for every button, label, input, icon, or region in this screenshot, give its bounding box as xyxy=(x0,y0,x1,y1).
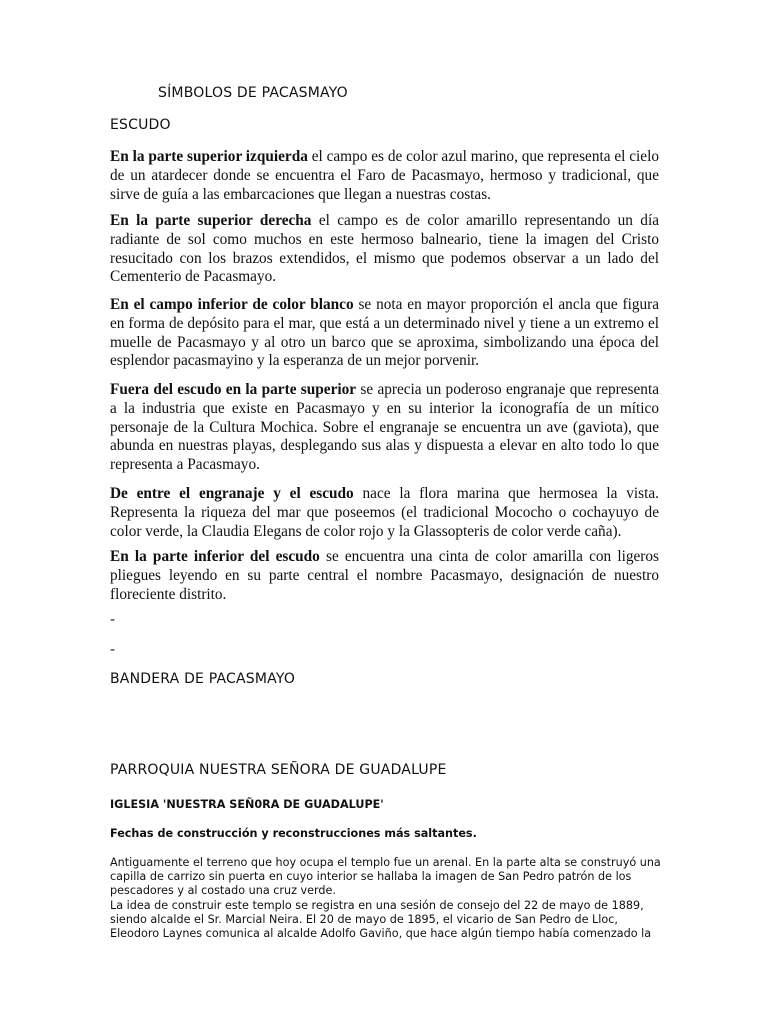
escudo-paragraph-6 xyxy=(110,548,659,604)
list-dash: - xyxy=(110,642,116,658)
escudo-paragraph-1 xyxy=(110,148,659,204)
paragraph-text: se aprecia un poderoso engranaje que representa a la industria que existe en Pacasmayo y en su interior la iconografía de un mítico personaje de la Cultura Mochica. Sobre el engranaje se encuentra un ave (gaviota), que abunda en nuestras playas, desplegando sus alas y dispuesta a elevar en alto todo lo que representa a Pacasmayo. xyxy=(110,381,659,474)
paragraph-lead: En la parte inferior del escudo xyxy=(110,548,320,565)
escudo-paragraph-2 xyxy=(110,212,659,287)
paragraph-text: el campo es de color azul marino, que representa el cielo de un atardecer donde se encuentra el Faro de Pacasmayo, hermoso y tradicional, que sirve de guía a las embarcaciones que llegan a nuestras costas. xyxy=(110,148,660,203)
paragraph-text: el campo es de color amarillo representando un día radiante de sol como muchos en este hermoso balneario, tiene la imagen del Cristo resucitado con los brazos extendidos, el mismo que podemos observar a un lado del Cementerio de Pacasmayo. xyxy=(110,212,659,286)
page-title: SÍMBOLOS DE PACASMAYO xyxy=(158,85,348,101)
parroquia-body: Antiguamente el terreno que hoy ocupa el templo fue un arenal. En la parte alta se construyó una capilla de carrizo sin puerta en cuyo interior se hallaba la imagen de San Pedro patrón de los pescadores y al costado una cruz verde. La idea de construir este templo se registra en una sesión de consejo del 22 de mayo de 1889, siendo alcalde el Sr. Marcial Neira. El 20 de mayo de 1895, el vicario de San Pedro de Lloc, Eleodoro Laynes comunica al alcalde Adolfo Gaviño, que hace algún tiempo había comenzado la xyxy=(110,856,661,941)
list-dash: - xyxy=(110,612,116,628)
paragraph-lead: En la parte superior derecha xyxy=(110,212,312,229)
escudo-paragraph-5 xyxy=(110,485,659,541)
paragraph-lead: Fuera del escudo en la parte superior xyxy=(110,381,357,398)
escudo-paragraph-3 xyxy=(110,296,659,371)
dates-heading: Fechas de construcción y reconstrucciones más saltantes. xyxy=(110,827,477,840)
paragraph-lead: De entre el engranaje y el escudo xyxy=(110,485,354,502)
escudo-heading: ESCUDO xyxy=(110,117,171,133)
paragraph-text: se nota en mayor proporción el ancla que figura en forma de depósito para el mar, que está a un determinado nivel y tiene a un extremo el muelle de Pacasmayo y al otro un barco que se aproxima, simbolizando una época del esplendor pacasmayino y la esperanza de un mejor porvenir. xyxy=(110,296,659,370)
bandera-heading: BANDERA DE PACASMAYO xyxy=(110,671,296,687)
paragraph-text: nace la flora marina que hermosea la vista. Representa la riqueza del mar que poseemos (el tradicional Mococho o cochayuyo de color verde, la Claudia Elegans de color rojo y la Glassopteris de color verde caña). xyxy=(110,485,659,540)
paragraph-lead: En la parte superior izquierda xyxy=(110,148,308,165)
paragraph-text: se encuentra una cinta de color amarilla con ligeros pliegues leyendo en su parte central el nombre Pacasmayo, designación de nuestro floreciente distrito. xyxy=(110,548,659,603)
parroquia-heading: PARROQUIA NUESTRA SEÑORA DE GUADALUPE xyxy=(110,762,447,778)
iglesia-subheading: IGLESIA 'NUESTRA SEÑ0RA DE GUADALUPE' xyxy=(110,798,384,811)
paragraph-lead: En el campo inferior de color blanco xyxy=(110,296,354,313)
escudo-paragraph-4 xyxy=(110,381,659,475)
